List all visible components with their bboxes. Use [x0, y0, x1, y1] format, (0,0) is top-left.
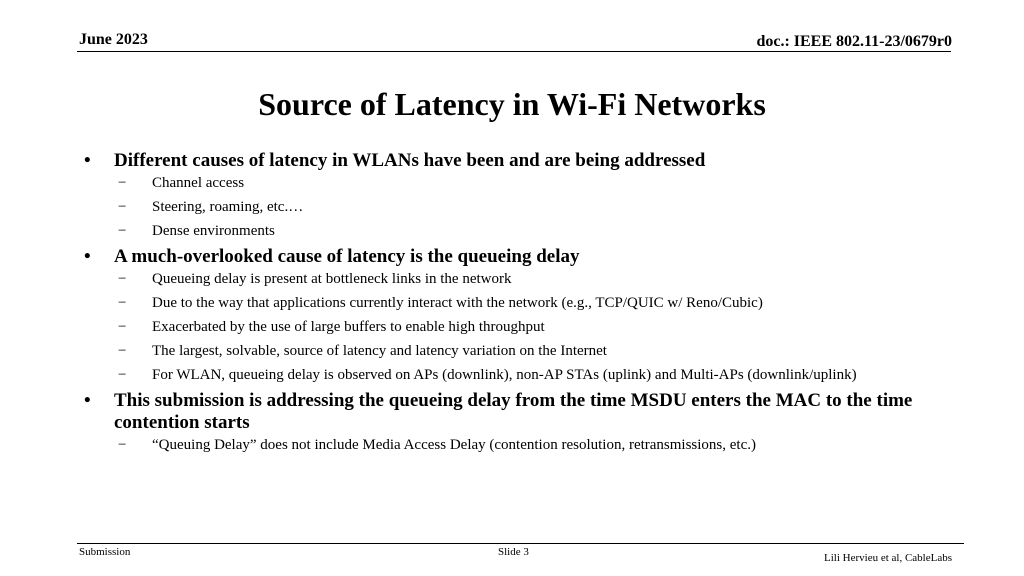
- slide-body: [84, 150, 954, 460]
- bullet-item: [84, 390, 954, 434]
- dash-marker: −: [118, 175, 127, 191]
- sub-item: [84, 318, 954, 336]
- footer-divider: [77, 543, 964, 544]
- dash-marker: −: [118, 199, 127, 215]
- sub-list: [84, 436, 954, 454]
- sub-item: [84, 222, 954, 240]
- bullet-text: Different causes of latency in WLANs have been and are being addressed: [114, 150, 706, 171]
- sub-text: Dense environments: [152, 223, 275, 239]
- sub-text: The largest, solvable, source of latency and latency variation on the Internet: [152, 343, 607, 359]
- bullet-marker: •: [84, 246, 91, 267]
- sub-text: Queueing delay is present at bottleneck links in the network: [152, 271, 512, 287]
- bullet-item: [84, 246, 954, 268]
- sub-text: Due to the way that applications currently interact with the network (e.g., TCP/QUIC w/ Reno/Cubic): [152, 295, 763, 311]
- dash-marker: −: [118, 223, 127, 239]
- bullet-text: A much-overlooked cause of latency is the queueing delay: [114, 246, 580, 267]
- header-doc-id: doc.: IEEE 802.11-23/0679r0: [756, 33, 952, 50]
- header-date: June 2023: [79, 31, 148, 48]
- bullet-marker: •: [84, 150, 91, 171]
- slide-title: Source of Latency in Wi-Fi Networks: [258, 86, 766, 122]
- bullet-marker: •: [84, 390, 91, 411]
- sub-item: [84, 174, 954, 192]
- footer-submission: Submission: [79, 546, 131, 558]
- sub-item: [84, 436, 954, 454]
- dash-marker: −: [118, 295, 127, 311]
- footer-slide-number: Slide 3: [498, 546, 529, 558]
- sub-item: [84, 294, 954, 312]
- sub-list: [84, 270, 954, 384]
- sub-list: [84, 174, 954, 240]
- sub-item: [84, 270, 954, 288]
- sub-item: [84, 342, 954, 360]
- dash-marker: −: [118, 343, 127, 359]
- dash-marker: −: [118, 271, 127, 287]
- dash-marker: −: [118, 367, 127, 383]
- bullet-text: This submission is addressing the queueing delay from the time MSDU enters the MAC to the time contention starts: [114, 390, 913, 433]
- dash-marker: −: [118, 437, 127, 453]
- sub-text: Exacerbated by the use of large buffers to enable high throughput: [152, 319, 545, 335]
- sub-text: Steering, roaming, etc.…: [152, 199, 304, 215]
- header-divider: [77, 51, 951, 52]
- bullet-item: [84, 150, 954, 172]
- sub-text: Channel access: [152, 175, 245, 191]
- sub-text: “Queuing Delay” does not include Media Access Delay (contention resolution, retransmissions, etc.): [152, 437, 756, 453]
- sub-item: [84, 198, 954, 216]
- sub-item: [84, 366, 954, 384]
- footer-authors: Lili Hervieu et al, CableLabs: [824, 552, 952, 564]
- dash-marker: −: [118, 319, 127, 335]
- sub-text: For WLAN, queueing delay is observed on APs (downlink), non-AP STAs (uplink) and Multi-APs (downlink/uplink): [152, 367, 857, 383]
